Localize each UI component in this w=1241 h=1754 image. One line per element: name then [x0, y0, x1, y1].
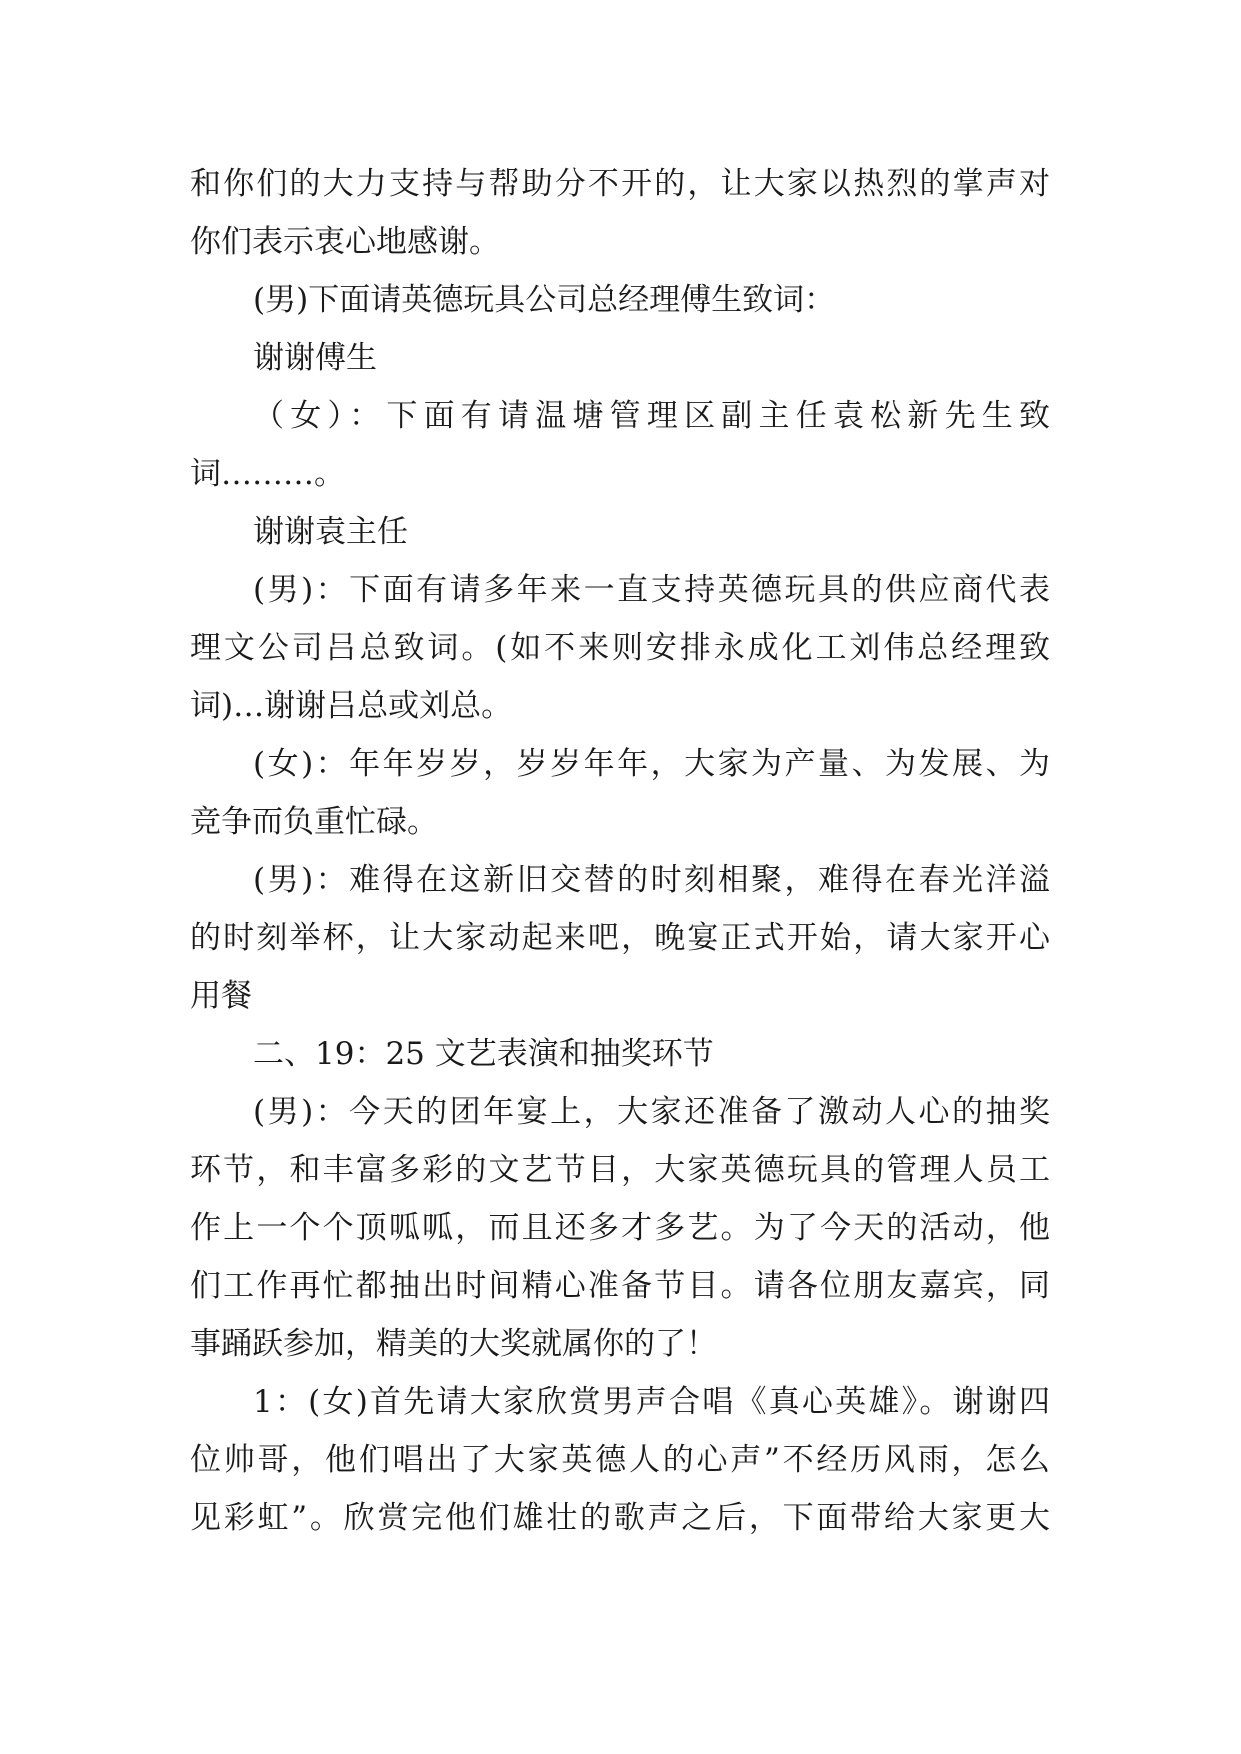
text-line: 谢谢傅生 [253, 340, 377, 376]
text-line: (女)：年年岁岁，岁岁年年，大家为产量、为发展、为 [253, 746, 1050, 782]
text-line: 的时刻举杯，让大家动起来吧，晚宴正式开始，请大家开心 [190, 920, 1050, 956]
section-heading: 二、19：25 文艺表演和抽奖环节 [253, 1036, 714, 1072]
text-line: 1：(女)首先请大家欣赏男声合唱《真心英雄》。谢谢四 [253, 1384, 1050, 1420]
text-line: 竞争而负重忙碌。 [190, 804, 438, 840]
text-line: 词)…谢谢吕总或刘总。 [190, 688, 513, 724]
text-line: 事踊跃参加，精美的大奖就属你的了！ [190, 1326, 717, 1362]
text-line: 用餐 [190, 978, 252, 1014]
text-line: 环节，和丰富多彩的文艺节目，大家英德玩具的管理人员工 [190, 1152, 1050, 1188]
text-line: 谢谢袁主任 [253, 514, 408, 550]
text-line: 词………。 [190, 456, 345, 492]
text-line: (男)：下面有请多年来一直支持英德玩具的供应商代表 [253, 572, 1050, 608]
text-line: 理文公司吕总致词。(如不来则安排永成化工刘伟总经理致 [190, 630, 1050, 666]
text-line: 见彩虹”。欣赏完他们雄壮的歌声之后，下面带给大家更大 [190, 1500, 1050, 1536]
text-line: 和你们的大力支持与帮助分不开的，让大家以热烈的掌声对 [190, 166, 1050, 202]
text-line: 作上一个个顶呱呱，而且还多才多艺。为了今天的活动，他 [190, 1210, 1050, 1246]
text-line: 你们表示衷心地感谢。 [190, 224, 500, 260]
text-line: (男)：今天的团年宴上，大家还准备了激动人心的抽奖 [253, 1094, 1050, 1130]
text-line: （女）：下面有请温塘管理区副主任袁松新先生致 [253, 398, 1050, 434]
text-line: (男)：难得在这新旧交替的时刻相聚，难得在春光洋溢 [253, 862, 1050, 898]
text-line: 位帅哥，他们唱出了大家英德人的心声”不经历风雨，怎么 [190, 1442, 1050, 1478]
text-line: 们工作再忙都抽出时间精心准备节目。请各位朋友嘉宾，同 [190, 1268, 1050, 1304]
text-line: (男)下面请英德玩具公司总经理傅生致词： [253, 282, 836, 318]
